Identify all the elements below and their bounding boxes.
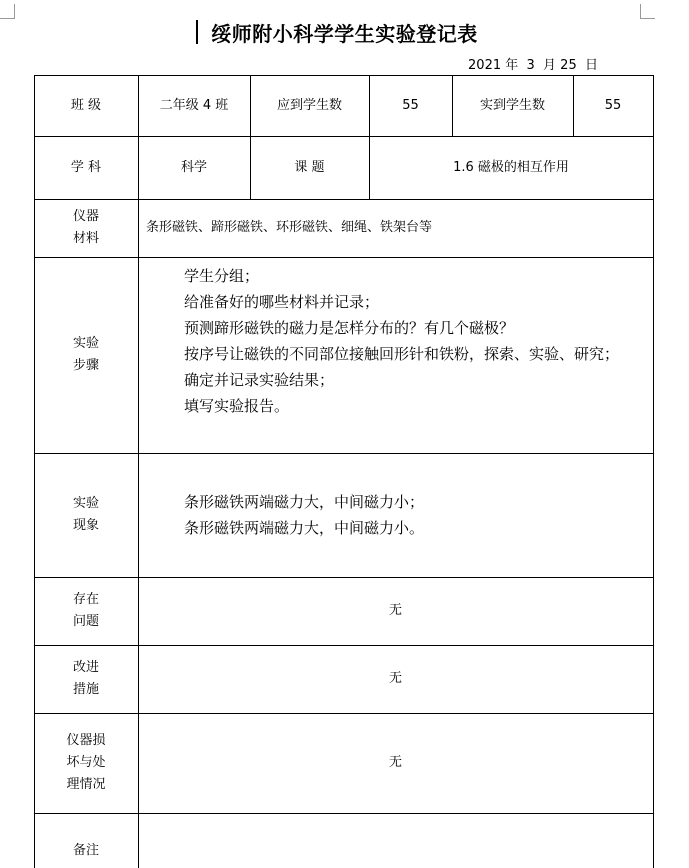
class-value[interactable]: 二年级 4 班	[159, 97, 229, 113]
improvements-label-line2: 措施	[72, 682, 99, 697]
steps-label-line2: 步骤	[72, 358, 99, 373]
phenomena-label-line2: 现象	[72, 518, 99, 533]
step-line: 预测蹄形磁铁的磁力是怎样分布的？有几个磁极？	[184, 319, 515, 337]
phenomena-content[interactable]	[138, 453, 653, 577]
subject-value[interactable]: 科学	[180, 159, 207, 175]
step-line: 学生分组；	[184, 267, 260, 285]
steps-content[interactable]	[138, 257, 653, 453]
expected-students-label: 应到学生数	[276, 97, 342, 113]
problems-label-line1: 存在	[72, 592, 99, 607]
actual-students-value[interactable]: 55	[604, 97, 622, 113]
materials-label	[34, 199, 138, 257]
damage-label-line1: 仪器损	[66, 733, 106, 748]
step-line: 给准备好的哪些材料并记录；	[184, 293, 380, 311]
expected-students-value[interactable]: 55	[402, 97, 419, 113]
phenomena-label	[34, 453, 138, 577]
damage-label	[34, 713, 138, 813]
actual-students-label: 实到学生数	[479, 97, 545, 113]
damage-value[interactable]: 无	[388, 755, 402, 770]
improvements-label-line1: 改进	[72, 660, 99, 675]
page-corner-mark-left	[0, 4, 15, 19]
text-cursor	[196, 20, 198, 44]
phenomena-label-line1: 实验	[72, 496, 99, 511]
improvements-label	[34, 645, 138, 713]
subject-label: 学 科	[70, 159, 102, 175]
materials-label-line1: 仪器	[72, 209, 99, 224]
phenomenon-line: 条形磁铁两端磁力大，中间磁力小；	[184, 493, 425, 511]
remarks-label: 备注	[72, 843, 99, 858]
class-label: 班 级	[70, 97, 102, 113]
materials-value[interactable]: 条形磁铁、蹄形磁铁、环形磁铁、细绳、铁架台等	[146, 220, 433, 235]
form-date: 2021 年 3 月 25 日	[468, 58, 598, 73]
step-line: 按序号让磁铁的不同部位接触回形针和铁粉，探索、实验、研究；	[184, 345, 620, 363]
topic-label: 课 题	[294, 159, 325, 175]
damage-label-line2: 坏与处	[66, 755, 106, 770]
steps-label-line1: 实验	[72, 336, 99, 351]
remarks-value[interactable]	[138, 813, 653, 868]
topic-value[interactable]: 1.6 磁极的相互作用	[453, 159, 569, 175]
problems-label	[34, 577, 138, 645]
phenomenon-line: 条形磁铁两端磁力大，中间磁力小。	[184, 519, 425, 537]
page-corner-mark-right	[640, 4, 655, 19]
improvements-value[interactable]: 无	[388, 671, 402, 686]
damage-label-line3: 理情况	[66, 777, 106, 792]
problems-label-line2: 问题	[72, 614, 99, 629]
steps-label	[34, 257, 138, 453]
problems-value[interactable]: 无	[388, 603, 402, 618]
step-line: 填写实验报告。	[184, 397, 290, 415]
step-line: 确定并记录实验结果；	[184, 371, 335, 389]
form-title: 绥师附小科学学生实验登记表	[211, 22, 478, 46]
materials-label-line2: 材料	[72, 231, 99, 246]
